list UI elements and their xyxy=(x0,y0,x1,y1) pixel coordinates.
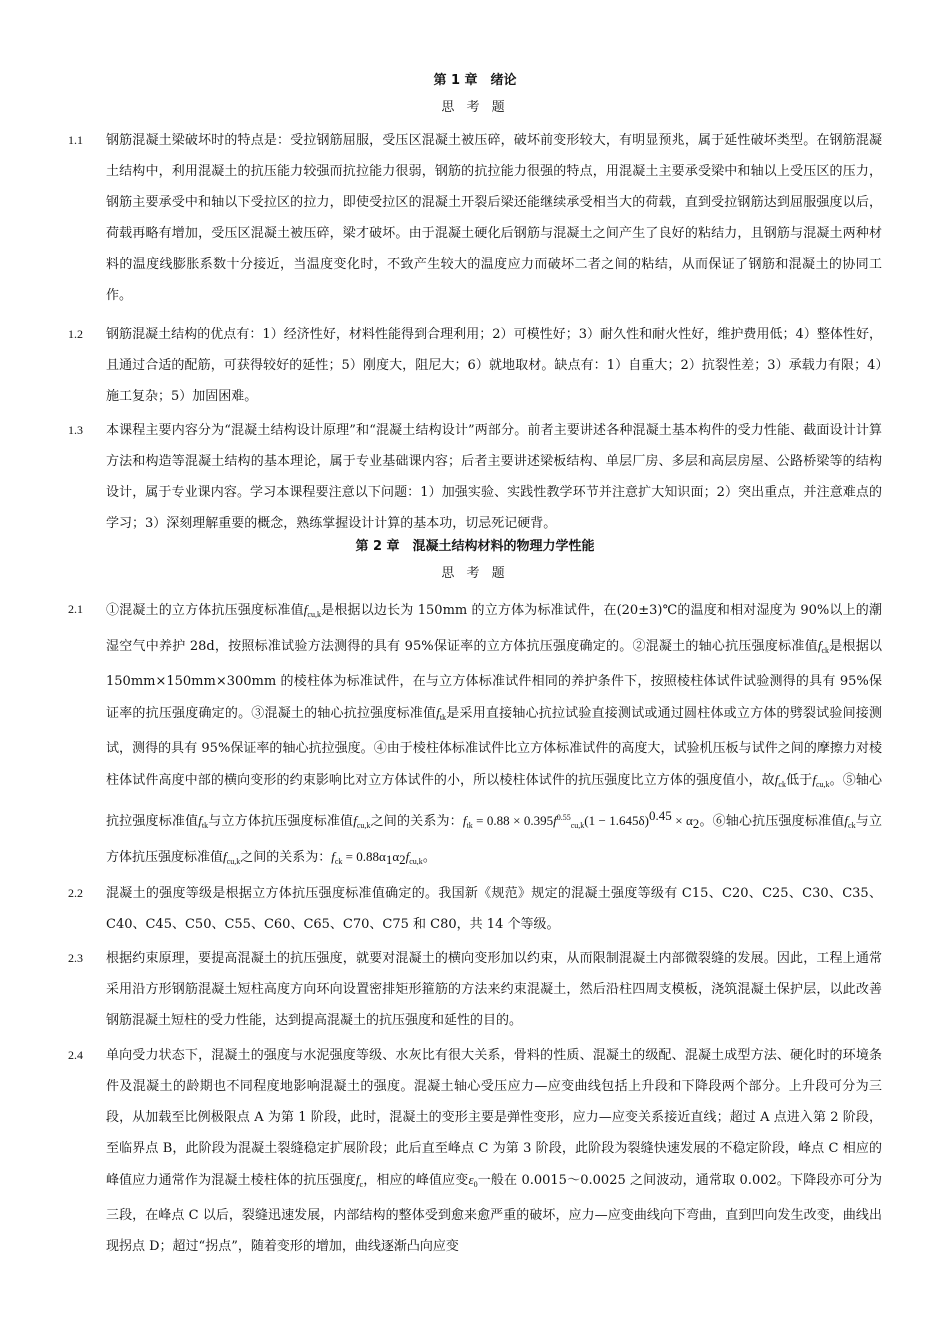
item-number: 1.1 xyxy=(68,133,83,147)
item-text: 钢筋混凝土结构的优点有：1）经济性好，材料性能得到合理利用；2）可模性好；3）耐久性和耐火性好，维护费用低；4）整体性好，且通过合适的配筋，可获得较好的延性；5）刚度大，阻尼大；6）就地取材。缺点有：1）自重大；2）抗裂性差；3）承载力有限；4）施工复杂；5）加固困难。 xyxy=(106,327,882,404)
item-text xyxy=(106,594,882,877)
item-number: 2.1 xyxy=(68,602,83,616)
item-text: 本课程主要内容分为“混凝土结构设计原理”和“混凝土结构设计”两部分。前者主要讲述各种混凝土基本构件的受力性能、截面设计计算方法和构造等混凝土结构的基本理论，属于专业基础课内容；后者主要讲述梁板结构、单层厂房、多层和高层房屋、公路桥梁等的结构设计，属于专业课内容。学习本课程要注意以下问题：1）加强实验、实践性教学环节并注意扩大知识面；2）突出重点，并注意难点的学习；3）深刻理解重要的概念，熟练掌握设计计算的基本功，切忌死记硬背。 xyxy=(106,423,882,531)
symbol-fcuk: $f_{cu,k}$ xyxy=(303,602,321,619)
text-run: 单向受力状态下，混凝土的强度与水泥强度等级、水灰比有很大关系，骨料的性质、混凝土的级配、混凝土成型方法、硬化时的环境条件及混凝土的龄期也不同程度地影响混凝土的强度。混凝土轴心受压应力—应变曲线包括上升段和下降段两个部分。上升段可分为三段，从加载至比例极限点 A 为第 1 阶段，此时，混凝土的变形主要是弹性变形，应力—应变关系接近直线；超过 A 点进入第 2 阶段，至临界点 B，此阶段为混凝土裂缝稳定扩展阶段；此后直至峰点 C 为第 3 阶段，此阶段为裂缝快速发展的不稳定阶段，峰点 C 相应的峰值应力通常作为混凝土棱柱体的抗压强度 xyxy=(106,1048,882,1188)
text-run: 是根据以边长为 150mm 的立方体为标准试件，在(20±3)℃的温度和相对湿度为 90%以上的潮湿空气中养护 28d，按照标准试验方法测得的具有 95%保证率的立方体抗压强度确定的。②混凝土的轴心抗压强度标准值 xyxy=(106,603,882,654)
text-run: ，相应的峰值应变 xyxy=(363,1173,469,1188)
symbol-fcuk: $f_{cu,k}$ xyxy=(353,813,371,830)
text-run: 。⑥轴心抗压强度标准值 xyxy=(699,814,845,829)
text-run: 低于 xyxy=(785,773,813,788)
symbol-epsilon0: $\varepsilon_0$ xyxy=(468,1172,478,1189)
item-number: 1.2 xyxy=(68,327,83,341)
item-number: 2.3 xyxy=(68,951,83,965)
chapter-2-title: 第 2 章 混凝土结构材料的物理力学性能 xyxy=(355,539,595,554)
text-run: 是根据以 150mm×150mm×300mm 的棱柱体为标准试件，在与立方体标准试件相同的养护条件下，按照棱柱体试件试验测得的具有 95%保证率的抗压强度确定的。③混凝土的轴心抗拉强度标准值 xyxy=(106,639,882,721)
equation-ftk: $f_{tk} = 0.88 \times 0.395f^{0.55}_{cu,k}(1 - 1.645\delta)^{0.45} \times \alpha_2$ xyxy=(462,808,700,831)
item-number: 2.4 xyxy=(68,1048,83,1062)
symbol-ftk: $f_{tk}$ xyxy=(198,813,209,830)
equation-fck: $f_{ck} = 0.88\alpha_1\alpha_2f_{cu,k}$ xyxy=(331,849,423,867)
symbol-ftk: $f_{tk}$ xyxy=(436,705,447,722)
symbol-fck: $f_{ck}$ xyxy=(817,638,830,655)
text-run: 与立方体抗压强度标准值 xyxy=(208,814,354,829)
item-text: 钢筋混凝土梁破坏时的特点是：受拉钢筋屈服，受压区混凝土被压碎，破坏前变形较大，有明显预兆，属于延性破坏类型。在钢筋混凝土结构中，利用混凝土的抗压能力较强而抗拉能力很弱，钢筋的抗拉能力很强的特点，用混凝土主要承受梁中和轴以上受压区的压力，钢筋主要承受中和轴以下受拉区的拉力，即使受拉区的混凝土开裂后梁还能继续承受相当大的荷载，直到受拉钢筋达到屈服强度以后，荷载再略有增加，受压区混凝土被压碎，梁才破坏。由于混凝土硬化后钢筋与混凝土之间产生了良好的粘结力，且钢筋与混凝土两种材料的温度线膨胀系数十分接近，当温度变化时，不致产生较大的温度应力而破坏二者之间的粘结，从而保证了钢筋和混凝土的协同工作。 xyxy=(106,133,882,303)
chapter-1-title: 第 1 章 绪论 xyxy=(433,73,517,88)
text-run: ①混凝土的立方体抗压强度标准值 xyxy=(106,603,304,618)
item-number: 2.2 xyxy=(68,886,83,900)
text-run: 是采用直接轴心抗拉试验直接测试或通过圆柱体或立方体的劈裂试验间接测试，测得的具有 95%保证率的轴心抗拉强度。④由于棱柱体标准试件比立方体标准试件的高度大，试验机压板与试件之间的摩擦力对棱柱体试件高度中部的横向变形的约束影响比对立方体试件的小，所以棱柱体试件的抗压强度比立方体的强度值小，故 xyxy=(106,706,882,788)
item-text xyxy=(106,1040,882,1262)
symbol-fc: $f_c$ xyxy=(355,1172,364,1189)
chapter-2-subtitle: 思 考 题 xyxy=(441,566,509,581)
item-number: 1.3 xyxy=(68,423,83,437)
text-run: 。 xyxy=(422,850,436,865)
text-run: 与立方体抗压强度标准值 xyxy=(106,814,882,865)
item-text: 混凝土的强度等级是根据立方体抗压强度标准值确定的。我国新《规范》规定的混凝土强度等级有 C15、C20、C25、C30、C35、C40、C45、C50、C55、C60、C65、C70、C75 和 C80，共 14 个等级。 xyxy=(106,886,882,932)
text-run: 。⑤轴心抗拉强度标准值 xyxy=(106,773,882,829)
text-run: 一般在 0.0015～0.0025 之间波动，通常取 0.002。下降段亦可分为三段，在峰点 C 以后，裂缝迅速发展，内部结构的整体受到愈来愈严重的破坏，应力—应变曲线向下弯曲，直到凹向发生改变，曲线出现拐点 D；超过“拐点”，随着变形的增加，曲线逐渐凸向应变 xyxy=(106,1173,882,1254)
item-text: 根据约束原理，要提高混凝土的抗压强度，就要对混凝土的横向变形加以约束，从而限制混凝土内部微裂缝的发展。因此，工程上通常采用沿方形钢筋混凝土短柱高度方向环向设置密排矩形箍筋的方法来约束混凝土，然后沿柱四周支模板，浇筑混凝土保护层，以此改善钢筋混凝土短柱的受力性能，达到提高混凝土的抗压强度和延性的目的。 xyxy=(106,951,882,1028)
symbol-fcuk: $f_{cu,k}$ xyxy=(812,772,830,789)
symbol-fck: $f_{ck}$ xyxy=(844,813,856,830)
text-run: 之间的关系为： xyxy=(370,814,463,829)
symbol-fcuk: $f_{cu,k}$ xyxy=(223,849,241,866)
symbol-fck: $f_{ck}$ xyxy=(774,772,786,789)
text-run: 之间的关系为： xyxy=(240,850,332,865)
chapter-1-subtitle: 思 考 题 xyxy=(441,100,509,115)
